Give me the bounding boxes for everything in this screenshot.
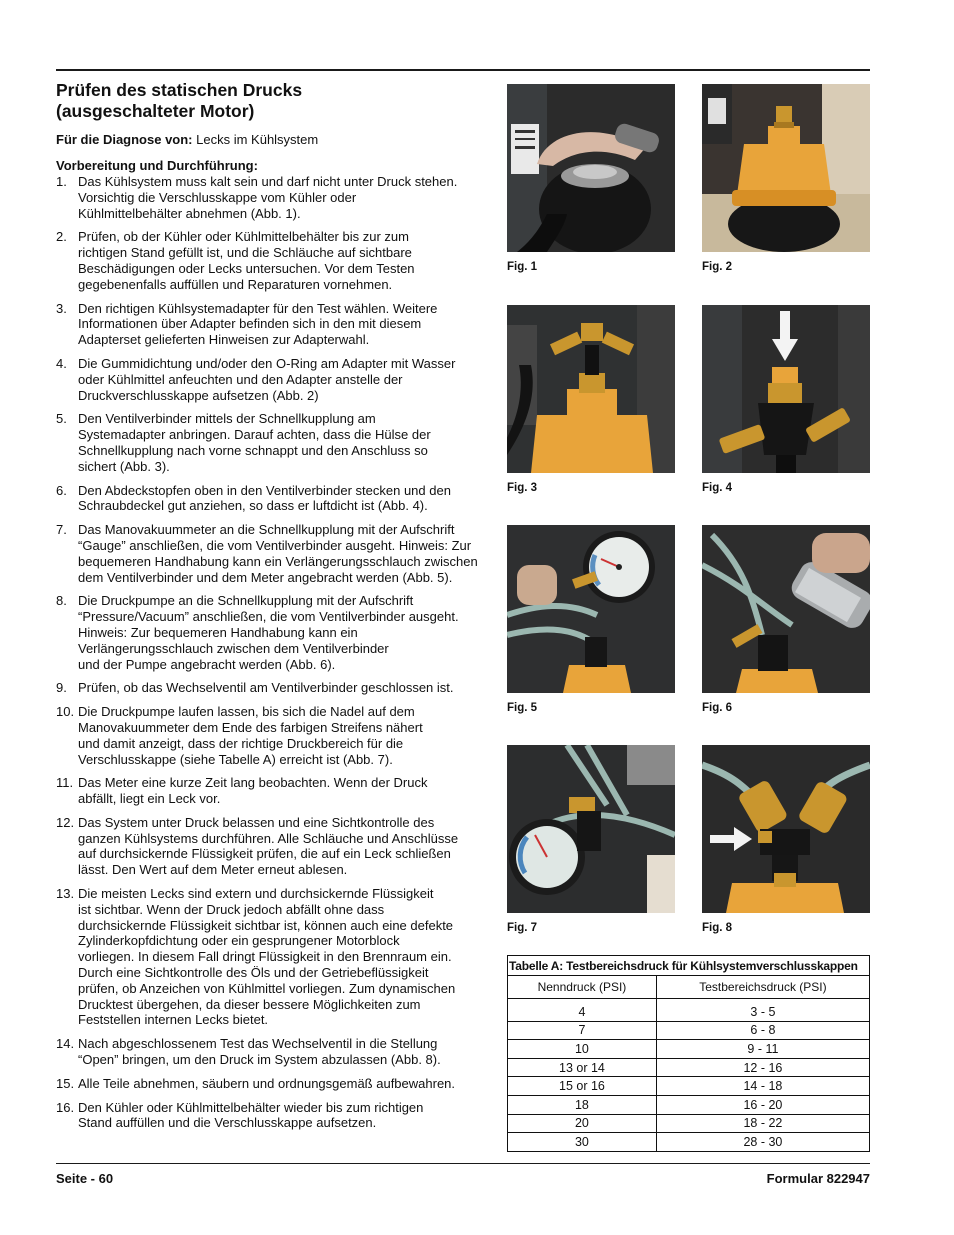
- table-row: [508, 999, 870, 1022]
- table-cell: 30: [508, 1133, 657, 1152]
- figure-caption: Fig. 8: [702, 922, 733, 934]
- table-cell: 18 - 22: [656, 1114, 869, 1133]
- table-cell: 15 or 16: [508, 1077, 657, 1096]
- figure-caption: Fig. 4: [702, 482, 733, 494]
- step-number: 4.: [56, 355, 67, 371]
- table-row: [508, 1077, 870, 1096]
- list-item: [56, 680, 484, 696]
- diagnosis-value: Lecks im Kühlsystem: [196, 132, 319, 147]
- table-cell: 4: [508, 999, 657, 1022]
- list-item: [56, 301, 484, 348]
- gauge-photo: [507, 525, 675, 693]
- step-text: Den Kühler oder Kühlmittelbehälter wieder bis zum richtigen Stand auffüllen und die Verschlusskappe aufsetzen.: [78, 1099, 424, 1131]
- radiator-cap-photo: [507, 84, 675, 252]
- pump-photo: [702, 525, 870, 693]
- open-valve-photo: [702, 745, 870, 913]
- list-item: [56, 704, 484, 767]
- figure-3: [507, 305, 675, 494]
- table-cell: 13 or 14: [508, 1058, 657, 1077]
- step-number: 14.: [56, 1036, 75, 1052]
- step-text: Das System unter Druck belassen und eine Sichtkontrolle des ganzen Kühlsystems durchführen. Alle Schläuche und Anschlüsse auf durchsickernde Flüssigkeit prüfen, die auf ein Leck schließen lässt. Den Wert auf dem Meter erneut ablesen.: [78, 814, 459, 878]
- table-row: [508, 1114, 870, 1133]
- step-text: Die Druckpumpe an die Schnellkupplung mit der Aufschrift “Pressure/Vacuum” anschließen, die vom Ventilverbinder ausgeht. Hinweis: Zur bequemeren Handhabung kann ein Verlängerungsschlauch zwischen dem Ventilverbinder und der Pumpe angebracht werden (Abb. 6).: [78, 593, 459, 672]
- step-text: Die Druckpumpe laufen lassen, bis sich die Nadel auf dem Manovakuummeter dem Ende des farbigen Streifens nähert und damit anzeigt, dass der richtige Druckbereich für die Verschlusskappe (siehe Tabelle A) erreicht ist (Abb. 7).: [78, 704, 423, 767]
- figure-4: [702, 305, 870, 494]
- table-row: [508, 1095, 870, 1114]
- table-row: [508, 1058, 870, 1077]
- instructions-column: [56, 80, 484, 1139]
- step-text: Die meisten Lecks sind extern und durchsickernde Flüssigkeit ist sichtbar. Wenn der Druck jedoch abfällt ohne dass durchsickernde Flüssigkeit sichtbar ist, können auch eine defekte Zylinderkopfdichtung oder ein gesprungener Motorblock vorliegen. In diesem Fall dringt Flüssigkeit in den Brennraum ein. Durch eine Sichtkontrolle des Öls und der Getriebeflüssigkeit prüfen, ob Anzeichen von Kühlmittel vorliegen. Zum dynamischen Drucktest übergehen, da dieser bessere Möglichkeiten zum Feststellen internen Lecks bietet.: [78, 886, 456, 1028]
- step-number: 13.: [56, 886, 75, 902]
- figure-5: [507, 525, 675, 714]
- table-cell: 3 - 5: [656, 999, 869, 1022]
- figure-caption: Fig. 1: [507, 261, 538, 273]
- table-cell: 18: [508, 1095, 657, 1114]
- figure-1: [507, 84, 675, 273]
- list-item: [56, 886, 484, 1028]
- step-text: Den richtigen Kühlsystemadapter für den Test wählen. Weitere Informationen über Adapter befinden sich in den mit diesem Adapterset gelieferten Hinweisen zur Adapterwahl.: [78, 300, 438, 348]
- figure-2: [702, 84, 870, 273]
- table-cell: 20: [508, 1114, 657, 1133]
- step-number: 6.: [56, 482, 67, 498]
- title-text: Prüfen des statischen Drucks (ausgeschalteter Motor): [56, 80, 303, 121]
- table-cell: 6 - 8: [656, 1021, 869, 1040]
- list-item: [56, 522, 484, 585]
- step-number: 7.: [56, 522, 67, 538]
- adapter-photo: [702, 84, 870, 252]
- step-number: 1.: [56, 174, 67, 189]
- column-header-test-range: Testbereichsdruck (PSI): [656, 976, 869, 999]
- pressure-table: [507, 955, 870, 1152]
- step-number: 12.: [56, 814, 75, 830]
- table-cell: 28 - 30: [656, 1133, 869, 1152]
- step-number: 8.: [56, 593, 67, 609]
- step-number: 2.: [56, 229, 67, 245]
- table-row: [508, 1040, 870, 1059]
- diagnosis-line: [56, 132, 484, 148]
- table-cell: 7: [508, 1021, 657, 1040]
- list-item: [56, 593, 484, 672]
- table-row: [508, 1133, 870, 1152]
- figure-caption: Fig. 6: [702, 702, 733, 714]
- page-title: [56, 80, 484, 122]
- step-text: Das Meter eine kurze Zeit lang beobachten. Wenn der Druck abfällt, liegt ein Leck vor.: [78, 775, 428, 807]
- list-item: [56, 356, 484, 403]
- bottom-rule: [56, 1163, 870, 1164]
- figure-caption: Fig. 2: [702, 261, 733, 273]
- figure-8: [702, 745, 870, 934]
- diagnosis-label: Für die Diagnose von:: [56, 132, 193, 147]
- step-list: [56, 174, 484, 1131]
- table-cell: 16 - 20: [656, 1095, 869, 1114]
- column-header-nominal: Nenndruck (PSI): [508, 976, 657, 999]
- table-cell: 9 - 11: [656, 1040, 869, 1059]
- step-text: Das Manovakuummeter an die Schnellkupplung mit der Aufschrift “Gauge” anschließen, die vom Ventilverbinder ausgeht. Hinweis: Zur bequemeren Handhabung kann ein Verlängerungsschlauch zwischen dem Ventilverbinder und dem Meter angebracht werden (Abb. 5).: [78, 522, 478, 585]
- table-cell: 12 - 16: [656, 1058, 869, 1077]
- list-item: [56, 775, 484, 807]
- table-cell: 10: [508, 1040, 657, 1059]
- step-text: Alle Teile abnehmen, säubern und ordnungsgemäß aufbewahren.: [78, 1075, 456, 1091]
- figure-6: [702, 525, 870, 714]
- step-number: 9.: [56, 680, 67, 696]
- list-item: [56, 1036, 484, 1068]
- gauge-reading-photo: [507, 745, 675, 913]
- page-number: Seite - 60: [56, 1171, 114, 1186]
- valve-connector-photo: [507, 305, 675, 473]
- figure-caption: Fig. 5: [507, 702, 538, 714]
- step-text: Den Abdeckstopfen oben in den Ventilverbinder stecken und den Schraubdeckel gut anziehen, so dass er luftdicht ist (Abb. 4).: [78, 482, 451, 514]
- list-item: [56, 229, 484, 292]
- top-rule: [56, 69, 870, 71]
- table-caption: Tabelle A: Testbereichsdruck für Kühlsystemverschlusskappen: [508, 956, 870, 976]
- pressure-table-wrap: [507, 955, 870, 1152]
- figure-7: [507, 745, 675, 934]
- step-text: Die Gummidichtung und/oder den O-Ring am Adapter mit Wasser oder Kühlmittel anfeuchten und den Adapter anstelle der Druckverschlusskappe aufsetzen (Abb. 2): [78, 355, 456, 403]
- step-number: 5.: [56, 411, 67, 427]
- step-text: Den Ventilverbinder mittels der Schnellkupplung am Systemadapter anbringen. Darauf achten, dass die Hülse der Schnellkupplung nach vorne schnappt und den Anschluss so sichert (Abb. 3).: [78, 411, 431, 474]
- list-item: [56, 411, 484, 474]
- table-cell: 14 - 18: [656, 1077, 869, 1096]
- step-number: 10.: [56, 704, 75, 720]
- form-number: Formular 822947: [766, 1171, 870, 1186]
- list-item: [56, 815, 484, 878]
- figure-caption: Fig. 3: [507, 482, 538, 494]
- step-text: Prüfen, ob das Wechselventil am Ventilverbinder geschlossen ist.: [78, 680, 454, 696]
- table-row: [508, 1021, 870, 1040]
- step-number: 11.: [56, 775, 74, 791]
- step-text: Prüfen, ob der Kühler oder Kühlmittelbehälter bis zur zum richtigen Stand gefüllt ist, und die Schläuche auf sichtbare Beschädigungen oder Lecks untersuchen. Vor dem Testen gegebenenfalls auffüllen und Reparaturen vornehmen.: [78, 229, 415, 292]
- figure-caption: Fig. 7: [507, 922, 538, 934]
- list-item: [56, 1100, 484, 1132]
- step-number: 3.: [56, 300, 67, 316]
- prep-heading: Vorbereitung und Durchführung:: [56, 158, 258, 173]
- step-number: 16.: [56, 1099, 75, 1115]
- step-number: 15.: [56, 1075, 75, 1091]
- step-text: Das Kühlsystem muss kalt sein und darf nicht unter Druck stehen. Vorsichtig die Verschlusskappe vom Kühler oder Kühlmittelbehälter abnehmen (Abb. 1).: [78, 174, 458, 221]
- list-item: [56, 174, 484, 221]
- list-item: [56, 483, 484, 515]
- step-text: Nach abgeschlossenem Test das Wechselventil in die Stellung “Open” bringen, um den Druck im System abzulassen (Abb. 8).: [78, 1036, 441, 1068]
- list-item: [56, 1076, 484, 1092]
- cap-plug-photo: [702, 305, 870, 473]
